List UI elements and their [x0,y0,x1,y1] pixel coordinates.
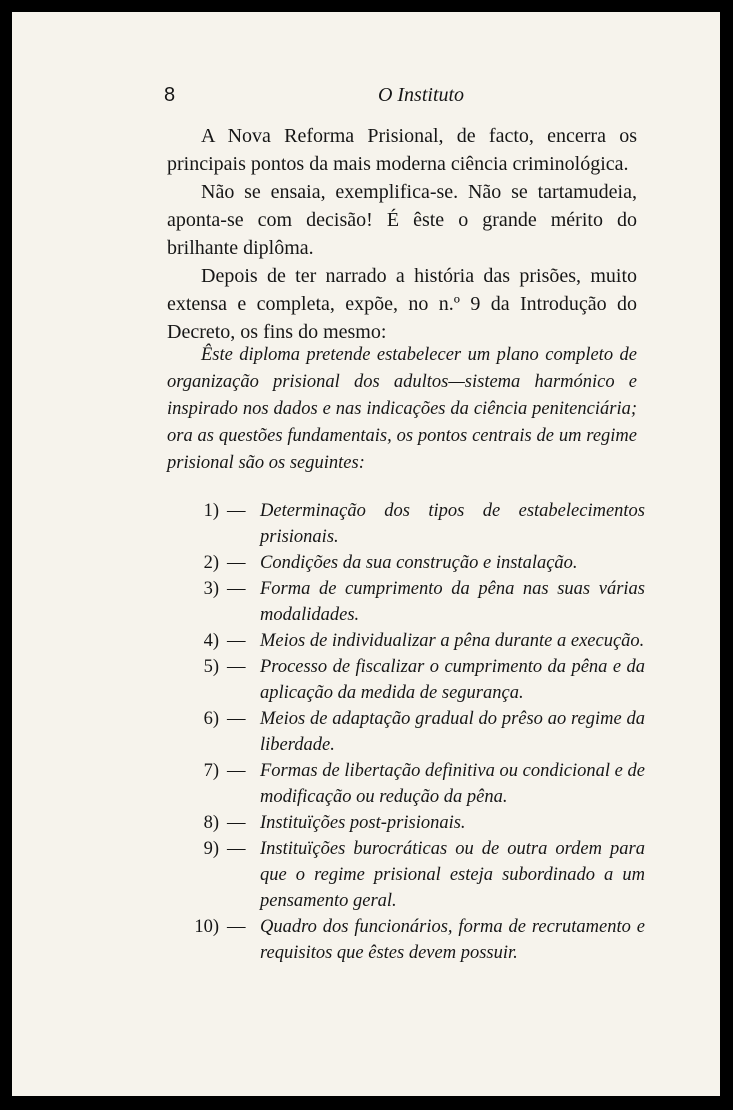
item-text: Determinação dos tipos de estabelecimentos prisionais. [260,501,645,547]
page-number: 8 [164,84,176,106]
book-page [12,12,720,1096]
list-item [167,810,645,836]
item-number: 6) [203,709,219,729]
item-number: 5) [203,657,219,677]
item-dash: — [227,839,246,859]
item-dash: — [227,631,246,651]
item-number: 2) [203,553,219,573]
list-item [167,654,645,706]
body-text [167,122,637,346]
decree-quote: Êste diploma pretende estabelecer um plano completo de organização prisional dos adultos—sistema harmónico e inspirado nos dados e nas indicações da ciência penitenciária; ora as questões fundamentais, os pontos centrais de um regime prisional são os seguintes: [167,345,637,473]
item-number: 1) [203,501,219,521]
paragraph: A Nova Reforma Prisional, de facto, encerra os principais pontos da mais moderna ciência criminológica. [167,125,637,175]
list-item [167,914,645,966]
item-number: 10) [194,917,219,937]
item-number: 9) [203,839,219,859]
item-text: Forma de cumprimento da pêna nas suas várias modalidades. [260,579,645,625]
item-text: Instituïções burocráticas ou de outra ordem para que o regime prisional esteja subordinado a um pensamento geral. [260,839,645,911]
item-text: Instituïções post-prisionais. [260,813,466,833]
list-item [167,706,645,758]
item-text: Condições da sua construção e instalação. [260,553,578,573]
page-header [12,84,720,114]
item-number: 8) [203,813,219,833]
list-item [167,628,645,654]
item-number: 3) [203,579,219,599]
running-title: O Instituto [377,84,465,106]
item-dash: — [227,761,246,781]
list-item [167,836,645,914]
item-dash: — [227,813,246,833]
list-item [167,550,645,576]
item-text: Quadro dos funcionários, forma de recrutamento e requisitos que êstes devem possuir. [260,917,645,963]
numbered-list [167,498,645,966]
list-item [167,576,645,628]
item-number: 4) [203,631,219,651]
item-text: Meios de adaptação gradual do prêso ao regime da liberdade. [260,709,645,755]
item-dash: — [227,917,246,937]
paragraph: Não se ensaia, exemplifica-se. Não se tartamudeia, aponta-se com decisão! É êste o grande mérito do brilhante diplôma. [167,181,637,259]
item-dash: — [227,709,246,729]
item-dash: — [227,579,246,599]
list-item [167,758,645,810]
item-text: Processo de fiscalizar o cumprimento da pêna e da aplicação da medida de segurança. [260,657,645,703]
list-item [167,498,645,550]
paragraph: Depois de ter narrado a história das prisões, muito extensa e completa, expõe, no n.º 9 da Introdução do Decreto, os fins do mesmo: [167,265,637,343]
item-text: Meios de individualizar a pêna durante a execução. [260,631,645,651]
item-number: 7) [203,761,219,781]
item-text: Formas de libertação definitiva ou condicional e de modificação ou redução da pêna. [260,761,645,807]
item-dash: — [227,657,246,677]
item-dash: — [227,501,246,521]
item-dash: — [227,553,246,573]
